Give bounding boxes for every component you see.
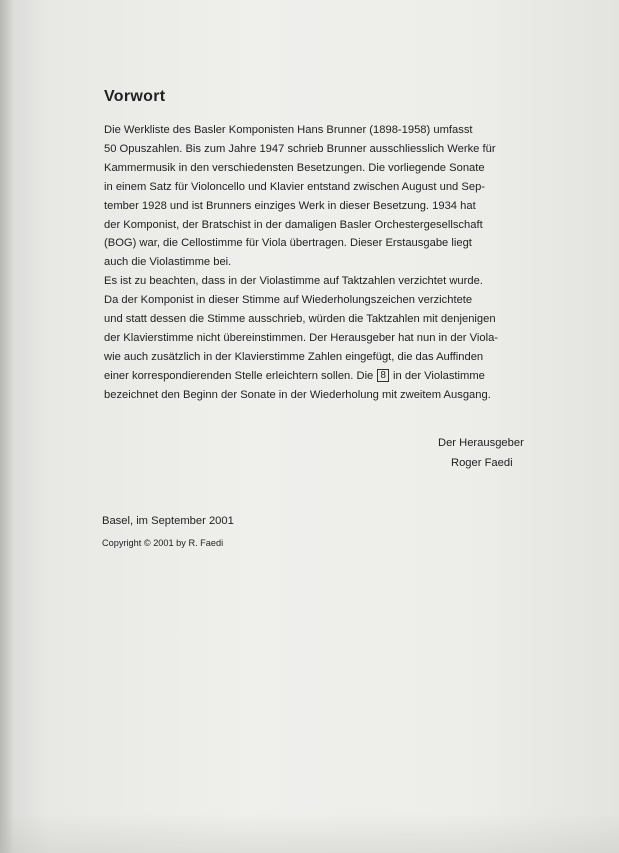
page-bottom-shade (0, 813, 619, 853)
signature-role: Der Herausgeber (438, 437, 524, 449)
text-line: tember 1928 und ist Brunners einziges Werk in dieser Besetzung. 1934 hat (104, 199, 476, 212)
copyright-notice: Copyright © 2001 by R. Faedi (102, 538, 224, 548)
text-line: Die Werkliste des Basler Komponisten Hans Brunner (1898-1958) umfasst (104, 124, 473, 136)
text-line: 50 Opuszahlen. Bis zum Jahre 1947 schrieb Brunner ausschliesslich Werke für (104, 142, 496, 155)
signature-block (438, 433, 524, 473)
text-line: in einem Satz für Violoncello und Klavier entstand zwischen August und Sep- (104, 180, 486, 193)
text-line: Da der Komponist in dieser Stimme auf Wiederholungszeichen verzichtete (104, 294, 473, 307)
text-line: wie auch zusätzlich in der Klavierstimme Zahlen eingefügt, die das Auffinden (104, 350, 484, 363)
text-line: Es ist zu beachten, dass in der Violastimme auf Taktzahlen verzichtet wurde. (104, 275, 483, 288)
page-title: Vorwort (104, 88, 166, 105)
page-edge-shadow (0, 0, 14, 853)
place-date: Basel, im September 2001 (102, 515, 234, 527)
text-segment: in der Violastimme (389, 369, 485, 382)
text-line: und statt dessen die Stimme ausschrieb, würden die Taktzahlen mit denjenigen (104, 313, 496, 326)
signature-name: Roger Faedi (451, 457, 513, 469)
text-line: (BOG) war, die Cellostimme für Viola übertragen. Dieser Erstausgabe liegt (104, 237, 472, 250)
text-line: bezeichnet den Beginn der Sonate in der Wiederholung mit zweitem Ausgang. (104, 388, 491, 401)
text-line (104, 367, 544, 386)
text-line: der Komponist, der Bratschist in der damaligen Basler Orchestergesellschaft (104, 218, 483, 231)
text-line: Kammermusik in den verschiedensten Besetzungen. Die vorliegende Sonate (104, 161, 485, 174)
preface-text (104, 121, 544, 405)
text-line: der Klavierstimme nicht übereinstimmen. Der Herausgeber hat nun in der Viola- (104, 331, 499, 344)
text-line: auch die Violastimme bei. (104, 256, 232, 269)
boxed-bar-number: 8 (377, 369, 389, 382)
text-segment: einer korrespondierenden Stelle erleichtern sollen. Die (104, 369, 377, 382)
